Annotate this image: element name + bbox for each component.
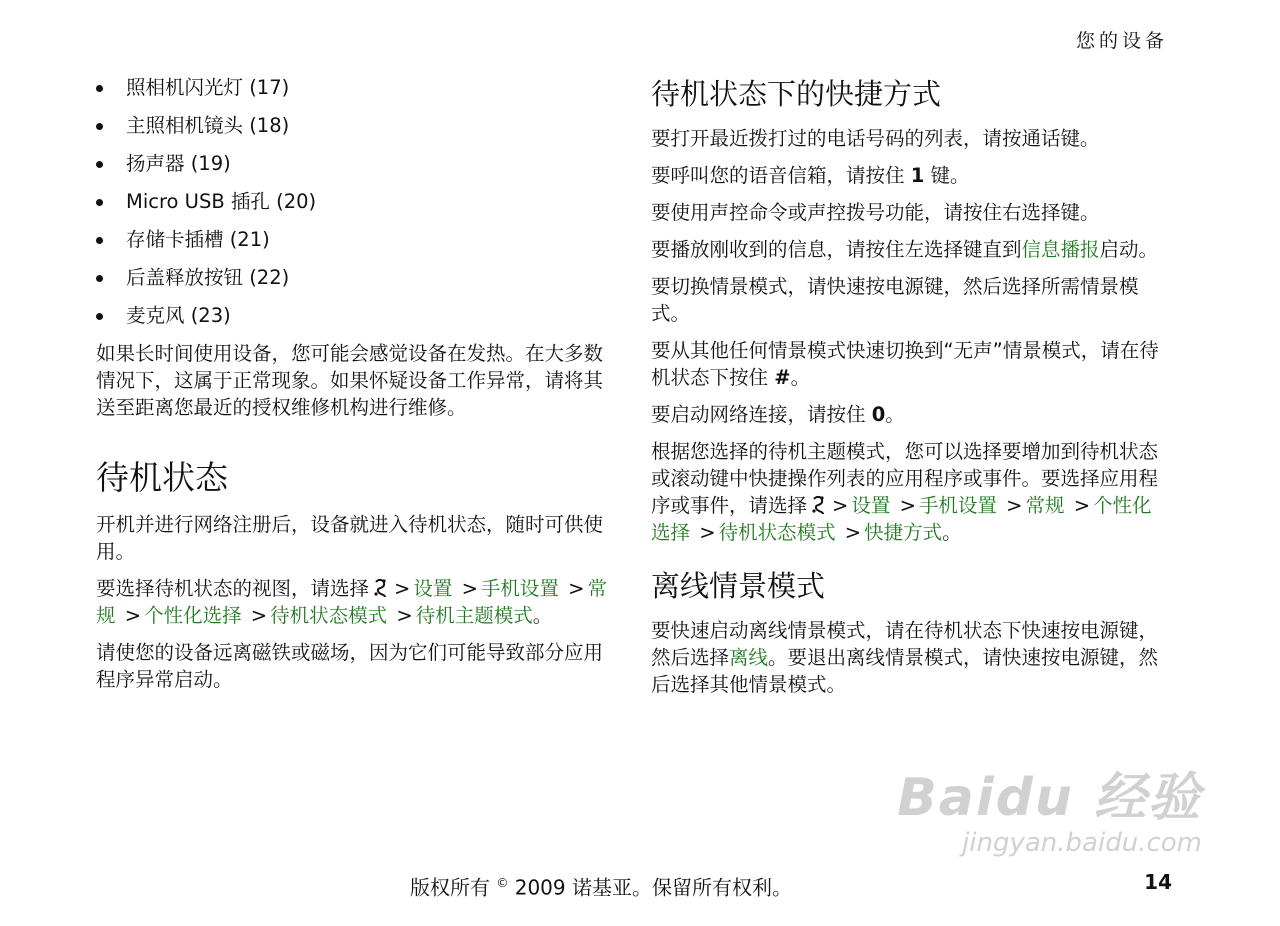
network-prefix: 要启动网络连接，请按住: [651, 403, 866, 426]
component-list: [96, 74, 618, 329]
separator: >: [832, 494, 849, 517]
key-1: 1: [910, 164, 925, 187]
bullet-icon: [96, 275, 103, 282]
menu-link-standby-mode[interactable]: 待机状态模式: [718, 521, 836, 544]
offline-link[interactable]: 离线: [729, 646, 769, 669]
copyright-prefix: 版权所有: [410, 875, 490, 900]
bullet-icon: [96, 85, 103, 92]
offline-paragraph: [651, 617, 1165, 698]
menu-link-personalisation[interactable]: 个性化选择: [144, 604, 242, 627]
standby-heading: 待机状态: [96, 458, 228, 497]
separator: >: [461, 577, 478, 600]
offline-prefix: 要快速启动离线情景模式，请在待机状态下快速按电源键，然后选择: [651, 619, 1159, 669]
menu-link-standby-mode[interactable]: 待机状态模式: [270, 604, 388, 627]
separator: >: [396, 604, 413, 627]
page-number: 14: [1144, 870, 1172, 894]
list-item: [96, 74, 618, 101]
watermark-url: jingyan.baidu.com: [962, 828, 1202, 858]
list-item: [96, 188, 618, 215]
right-column: [651, 74, 1165, 708]
menu-link-phone-settings[interactable]: 手机设置: [480, 577, 559, 600]
watermark: [897, 768, 1202, 858]
list-item-text: 后盖释放按钮 (22): [126, 266, 290, 289]
list-item-text: Micro USB 插孔 (20): [126, 190, 317, 213]
list-item-text: 存储卡插槽 (21): [126, 228, 270, 251]
menu-key-icon: [811, 495, 825, 515]
menu-link-shortcuts[interactable]: 快捷方式: [864, 521, 943, 544]
silent-profile-prefix: 要从其他任何情景模式快速切换到“无声”情景模式，请在待机状态下按住: [651, 339, 1159, 389]
network-suffix: 。: [885, 403, 905, 426]
message-reader-prefix: 要播放刚收到的信息，请按住左选择键直到: [651, 238, 1022, 261]
theme-shortcuts-suffix: 。: [942, 521, 962, 544]
list-item-text: 主照相机镜头 (18): [126, 114, 290, 137]
separator: >: [844, 521, 862, 544]
list-item: [96, 302, 618, 329]
standby-paragraph: 开机并进行网络注册后，设备就进入待机状态，随时可供使用。: [96, 513, 604, 563]
heat-paragraph: 如果长时间使用设备，您可能会感觉设备在发热。在大多数情况下，这属于正常现象。如果怀疑设备工作异常，请将其送至距离您最近的授权维修机构进行维修。: [96, 342, 604, 419]
separator: >: [124, 604, 142, 627]
separator: >: [1073, 494, 1091, 517]
silent-profile-paragraph: [651, 337, 1165, 391]
bullet-icon: [96, 313, 103, 320]
key-hash: #: [774, 366, 791, 389]
separator: >: [1006, 494, 1023, 517]
menu-link-phone-settings[interactable]: 手机设置: [918, 494, 997, 517]
offline-suffix: 。要退出离线情景模式，请快速按电源键，然后选择其他情景模式。: [651, 646, 1159, 696]
voicemail-prefix: 要呼叫您的语音信箱，请按住: [651, 164, 905, 187]
message-reader-paragraph: [651, 236, 1165, 263]
voicemail-suffix: 键。: [930, 164, 970, 187]
view-suffix: 。: [532, 604, 553, 627]
shortcuts-heading: 待机状态下的快捷方式: [651, 77, 942, 111]
voice-command-paragraph: 要使用声控命令或声控拨号功能，请按住右选择键。: [651, 201, 1100, 224]
copyright-symbol: ©: [496, 876, 509, 890]
view-paragraph: [96, 575, 618, 629]
list-item: [96, 150, 618, 177]
network-paragraph: [651, 401, 1165, 428]
silent-profile-suffix: 。: [790, 366, 811, 389]
theme-shortcuts-prefix: 根据您选择的待机主题模式，您可以选择要增加到待机状态或滚动键中快捷操作列表的应用程序或事件。要选择应用程序或事件，请选择: [651, 440, 1159, 517]
menu-link-settings[interactable]: 设置: [413, 577, 453, 600]
separator: >: [899, 494, 916, 517]
message-reader-link[interactable]: 信息播报: [1021, 238, 1100, 261]
bullet-icon: [96, 199, 103, 206]
menu-link-settings[interactable]: 设置: [851, 494, 891, 517]
separator: >: [394, 577, 411, 600]
watermark-logo: Baidu 经验: [897, 768, 1202, 828]
voicemail-paragraph: [651, 162, 1165, 189]
theme-shortcuts-paragraph: [651, 438, 1165, 546]
list-item-text: 照相机闪光灯 (17): [126, 76, 290, 99]
offline-heading: 离线情景模式: [651, 569, 826, 603]
message-reader-suffix: 启动。: [1099, 238, 1159, 261]
menu-link-standby-theme[interactable]: 待机主题模式: [415, 604, 533, 627]
list-item-text: 麦克风 (23): [126, 304, 231, 327]
bullet-icon: [96, 161, 103, 168]
view-prefix: 要选择待机状态的视图，请选择: [96, 577, 370, 600]
copyright-footer: [410, 870, 792, 901]
separator: >: [699, 521, 716, 544]
menu-link-general[interactable]: 常规: [1025, 494, 1065, 517]
separator: >: [250, 604, 268, 627]
menu-link-personalisation[interactable]: 个性化选择: [651, 494, 1152, 544]
separator: >: [568, 577, 585, 600]
bullet-icon: [96, 123, 103, 130]
left-column: [96, 74, 618, 703]
switch-profile-paragraph: 要切换情景模式，请快速按电源键，然后选择所需情景模式。: [651, 275, 1139, 325]
recent-calls-paragraph: 要打开最近拨打过的电话号码的列表，请按通话键。: [651, 127, 1100, 150]
key-0: 0: [871, 403, 886, 426]
menu-link-general[interactable]: 常规: [96, 577, 607, 627]
list-item: [96, 264, 618, 291]
list-item: [96, 112, 618, 139]
list-item: [96, 226, 618, 253]
section-title: 您的设备: [1075, 30, 1168, 52]
magnet-paragraph: 请使您的设备远离磁铁或磁场，因为它们可能导致部分应用程序异常启动。: [96, 641, 604, 691]
copyright-text: 2009 诺基亚。保留所有权利。: [514, 875, 792, 900]
list-item-text: 扬声器 (19): [126, 152, 231, 175]
bullet-icon: [96, 237, 103, 244]
menu-key-icon: [373, 578, 387, 598]
